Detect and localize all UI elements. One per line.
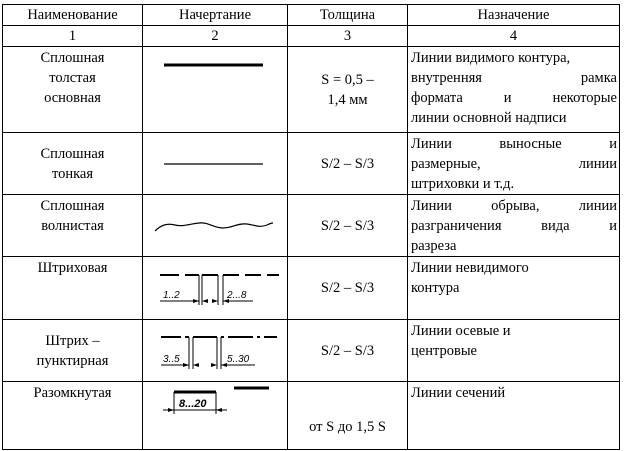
line-purpose-cell: Линии обрыва, линии разграничения вида и разреза [408,195,620,257]
open-section-line-icon [143,382,287,432]
line-thickness-cell: от S до 1,5 S [288,382,408,450]
line-purpose-cell: Линии видимого контура, внутренняя рамка формата и некоторые линии основной надписи [408,47,620,133]
line-thickness-cell: S/2 – S/3 [288,257,408,320]
solid-thin-line-icon [143,154,287,174]
dash-dimension-label: 5..30 [227,353,250,365]
line-thickness-cell: S/2 – S/3 [288,195,408,257]
column-number: 2 [143,26,288,47]
purpose-word: и [609,136,617,152]
purpose-word: формата [411,90,463,106]
purpose-word: вида [541,218,570,234]
solid-thick-line-icon [143,47,287,87]
line-thickness-cell: S/2 – S/3 [288,133,408,195]
purpose-word: размерные, [411,156,481,172]
table-row [3,320,620,382]
line-purpose-cell: Линии выносные и размерные, линии штриховки и т.д. [408,133,620,195]
column-number: 3 [288,26,408,47]
header-thickness: Толщина [288,5,408,26]
purpose-word: выносные [499,136,562,152]
purpose-word: Линии [411,198,452,214]
wavy-line-icon [143,211,287,241]
purpose-word: линии [578,156,617,172]
header-row [3,5,620,26]
line-name-cell: Штриховая [3,257,143,320]
table-row [3,382,620,450]
purpose-word: Линии [411,136,452,152]
line-name-cell: Разомкнутая [3,382,143,450]
section-dimension-label: 8...20 [179,398,207,410]
line-purpose-cell: Линии невидимого контура [408,257,620,320]
purpose-word: линии [578,198,617,214]
purpose-word: и [609,218,617,234]
purpose-word: внутренняя [411,70,482,86]
line-drawing-cell [143,133,288,195]
line-drawing-cell [143,320,288,382]
line-name-cell: Сплошная волнистая [3,195,143,257]
table-row [3,133,620,195]
line-purpose-cell: Линии сечений [408,382,620,450]
dashed-line-icon [143,263,287,313]
line-name-cell: Сплошная толстая основная [3,47,143,133]
header-name: Наименование [3,5,143,26]
gap-dimension-label: 3..5 [163,353,180,365]
table-row [3,47,620,133]
purpose-word: и [503,90,512,106]
purpose-word: обрыва, [491,198,540,214]
purpose-word: рамка [580,70,617,86]
column-number: 1 [3,26,143,47]
dash-dot-line-icon [143,325,287,377]
line-name-cell: Штрих – пунктирная [3,320,143,382]
column-number: 4 [408,26,620,47]
dash-dimension-label: 2...8 [227,290,247,301]
line-thickness-cell: S/2 – S/3 [288,320,408,382]
purpose-word: некоторые [552,90,617,106]
column-number-row [3,26,620,47]
line-drawing-cell [143,382,288,450]
line-purpose-cell: Линии осевые и центровые [408,320,620,382]
header-drawing: Начертание [143,5,288,26]
table-row [3,195,620,257]
line-drawing-cell [143,257,288,320]
line-types-table [2,4,620,450]
line-name-cell: Сплошная тонкая [3,133,143,195]
header-purpose: Назначение [408,5,620,26]
line-drawing-cell [143,47,288,133]
line-drawing-cell [143,195,288,257]
table-row [3,257,620,320]
gap-dimension-label: 1..2 [163,290,180,301]
purpose-word: разграничения [411,218,502,234]
line-thickness-cell: S = 0,5 – 1,4 мм [288,47,408,133]
